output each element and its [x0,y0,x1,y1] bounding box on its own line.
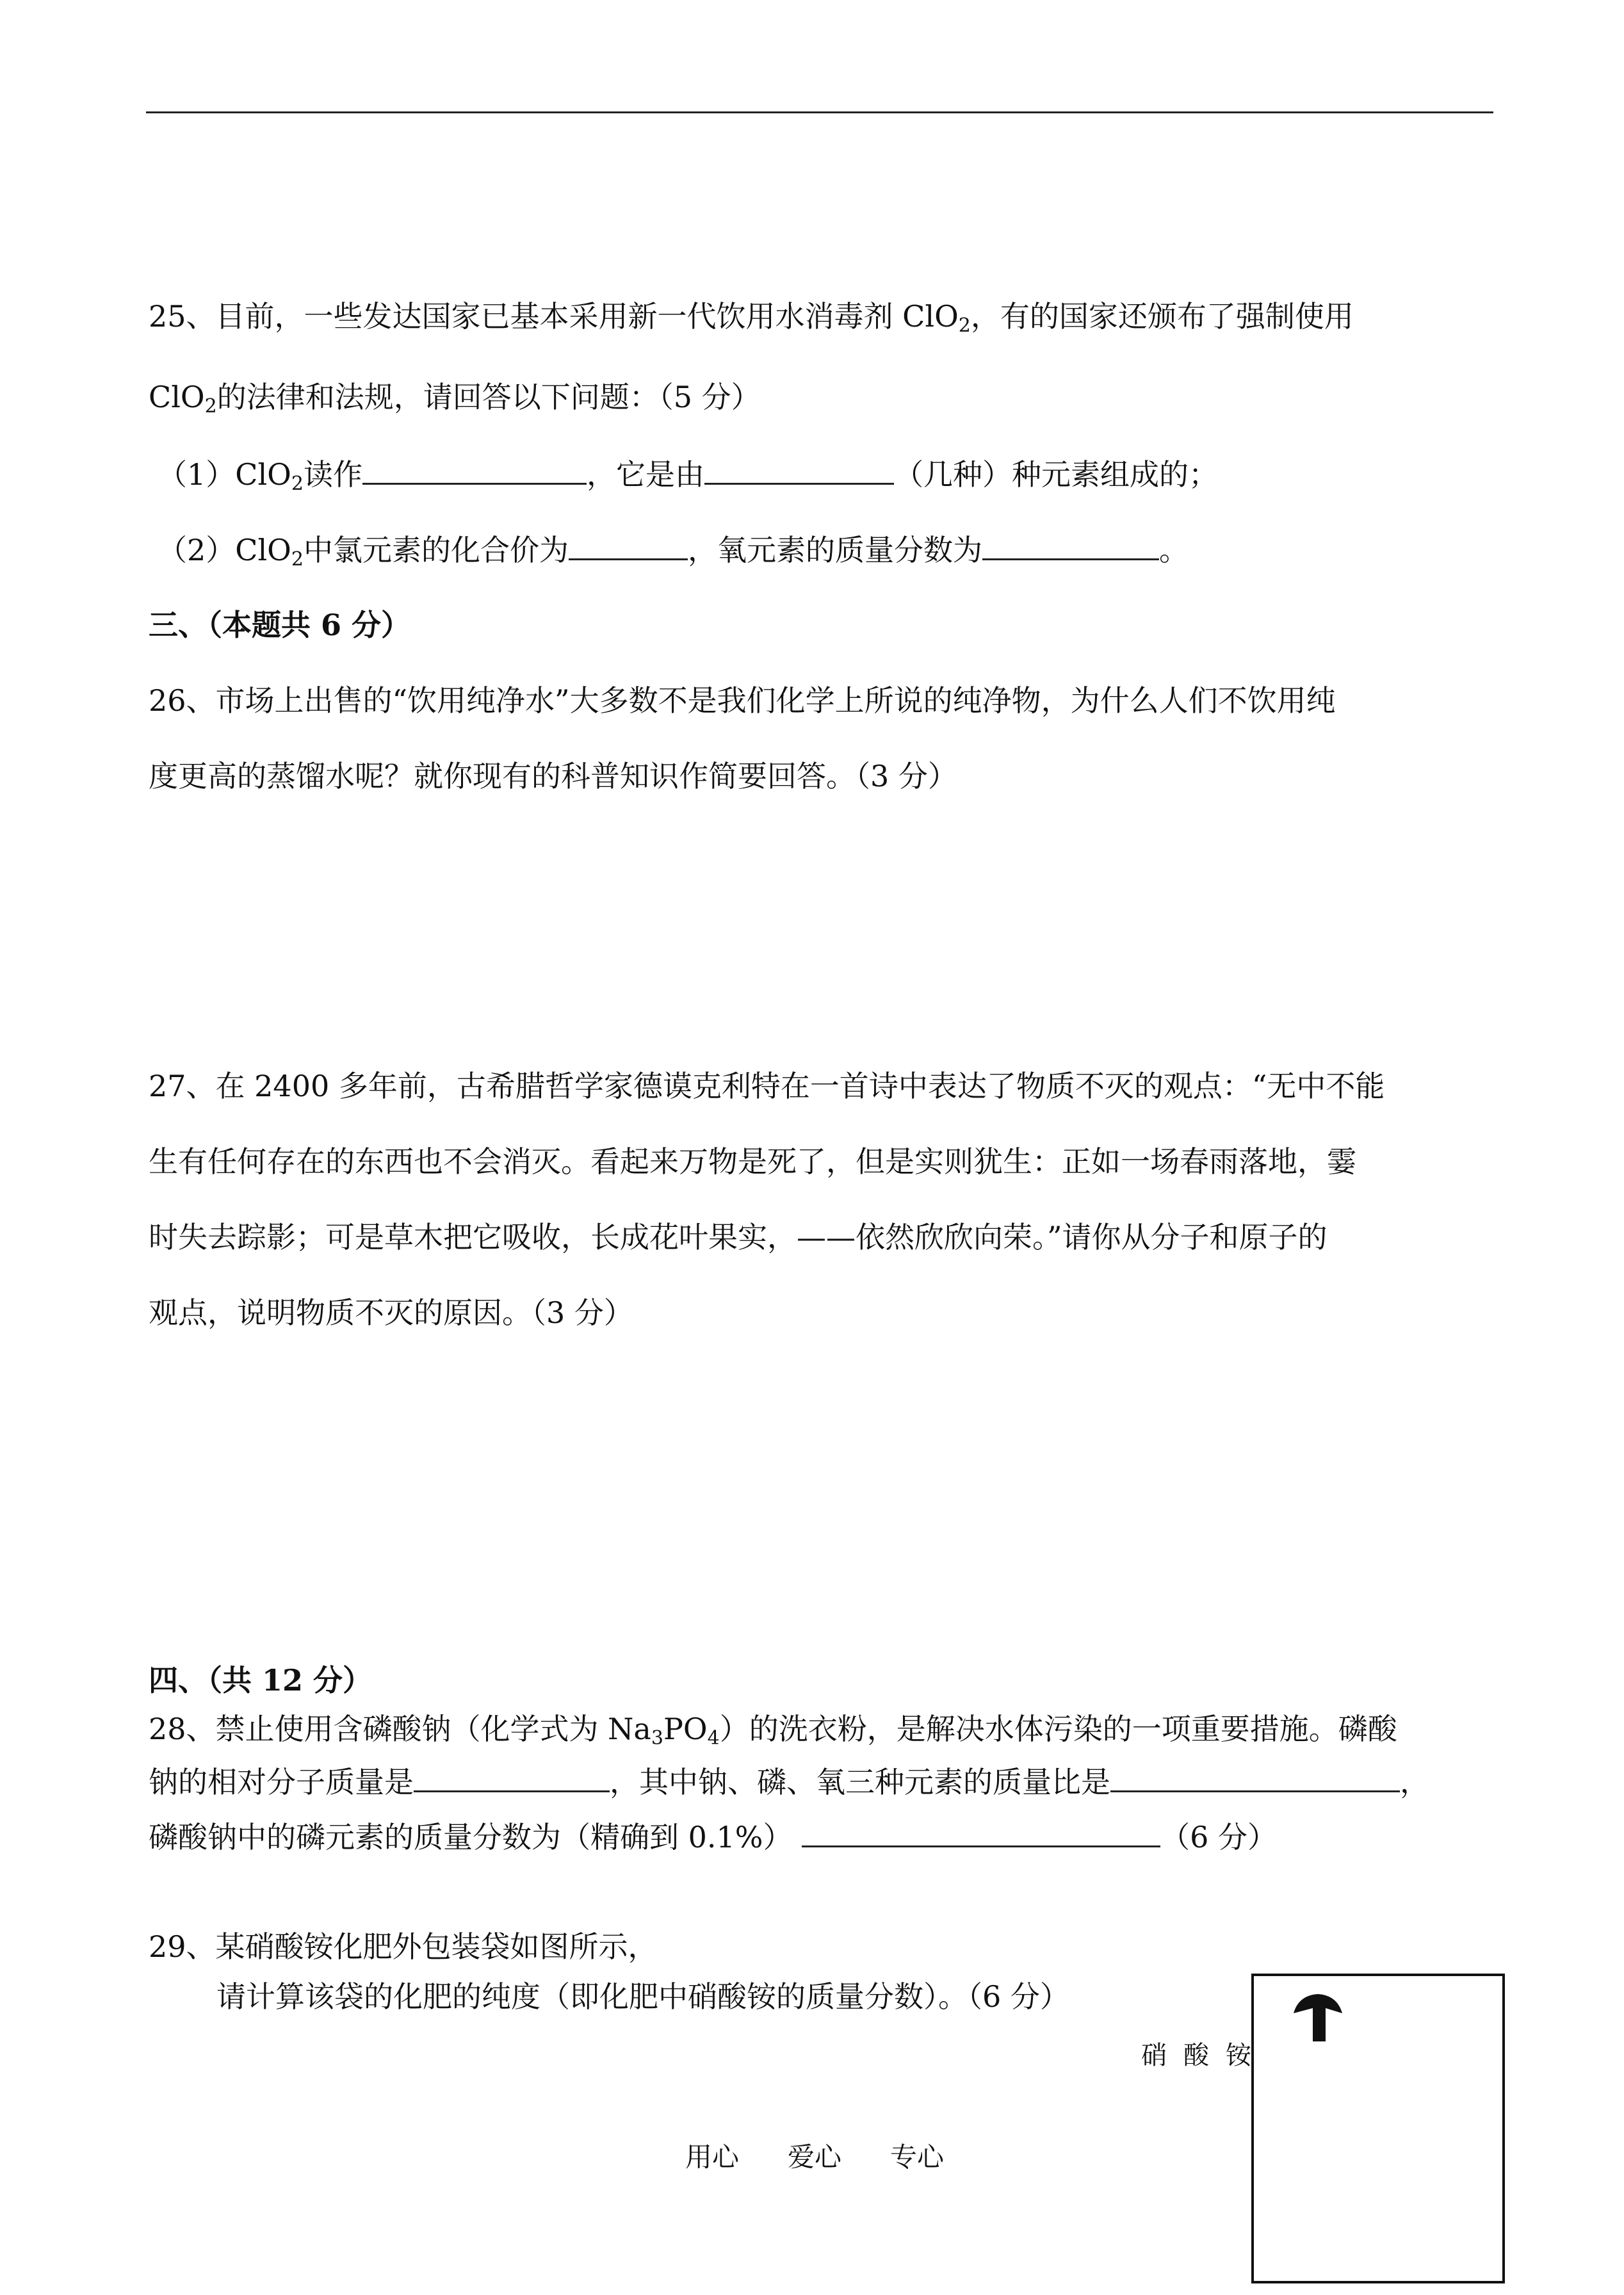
answer-blank[interactable] [1110,1761,1400,1792]
answer-blank[interactable] [569,529,688,560]
answer-blank[interactable] [362,453,587,485]
q28-line-2: 钠的相对分子质量是 ，其中钠、磷、氧三种元素的质量比是 ， [149,1761,1429,1801]
q29-line-1: 29、某硝酸铵化肥外包装袋如图所示， [149,1929,658,1964]
footer-word: 用心 [685,2141,740,2173]
q25-part-1: （1）ClO$_2$读作 ，它是由 （几种）种元素组成的； [158,453,1218,494]
q25-line-1: 25、目前，一些发达国家已基本采用新一代饮用水消毒剂 ClO$_2$，有的国家还颁布了强制使用 [149,299,1354,337]
q27-line-1: 27、在 2400 多年前，古希腊哲学家德谟克利特在一首诗中表达了物质不灭的观点：“无中不能 [149,1069,1385,1103]
section-4-heading: 四、（共 12 分） [149,1663,373,1698]
q27-line-4: 观点，说明物质不灭的原因。（3 分） [149,1295,633,1330]
header-rule [146,111,1493,113]
q27-line-3: 时失去踪影；可是草木把它吸收，长成花叶果实，——依然欣欣向荣。”请你从分子和原子的 [149,1220,1328,1254]
q27-line-2: 生有任何存在的东西也不会消灭。看起来万物是死了，但是实则犹生：正如一场春雨落地，霎 [149,1144,1356,1179]
footer-word: 爱心 [788,2141,842,2173]
section-3-heading: 三、（本题共 6 分） [149,608,411,642]
q28-line-1: 28、禁止使用含磷酸钠（化学式为 $Na_3PO_4$）的洗衣粉，是解决水体污染的一项重要措施。磷酸 [149,1712,1397,1749]
q25-line-2: ClO$_2$的法律和法规，请回答以下问题：（5 分） [149,380,761,418]
footer-word: 专心 [890,2141,945,2173]
fertilizer-bag-figure [1251,1974,1505,2283]
q25-part-2: （2）ClO$_2$中氯元素的化合价为 ，氧元素的质量分数为 。 [158,529,1189,569]
q26-line-2: 度更高的蒸馏水呢？就你现有的科普知识作简要回答。（3 分） [149,759,957,793]
bag-label: 硝酸铵 [1141,2041,1268,2070]
q29-line-2: 请计算该袋的化肥的纯度（即化肥中硝酸铵的质量分数）。（6 分） [216,1979,1069,2014]
answer-blank[interactable] [982,529,1159,560]
answer-blank[interactable] [802,1816,1160,1847]
answer-blank[interactable] [704,453,894,485]
footer-motto [685,2136,993,2175]
q26-line-1: 26、市场上出售的“饮用纯净水”大多数不是我们化学上所说的纯净物，为什么人们不饮用纯 [149,683,1336,718]
arrow-up-icon [1290,1985,1347,2043]
answer-blank[interactable] [414,1761,610,1792]
q28-line-3: 磷酸钠中的磷元素的质量分数为（精确到 0.1%） （6 分） [149,1816,1277,1856]
